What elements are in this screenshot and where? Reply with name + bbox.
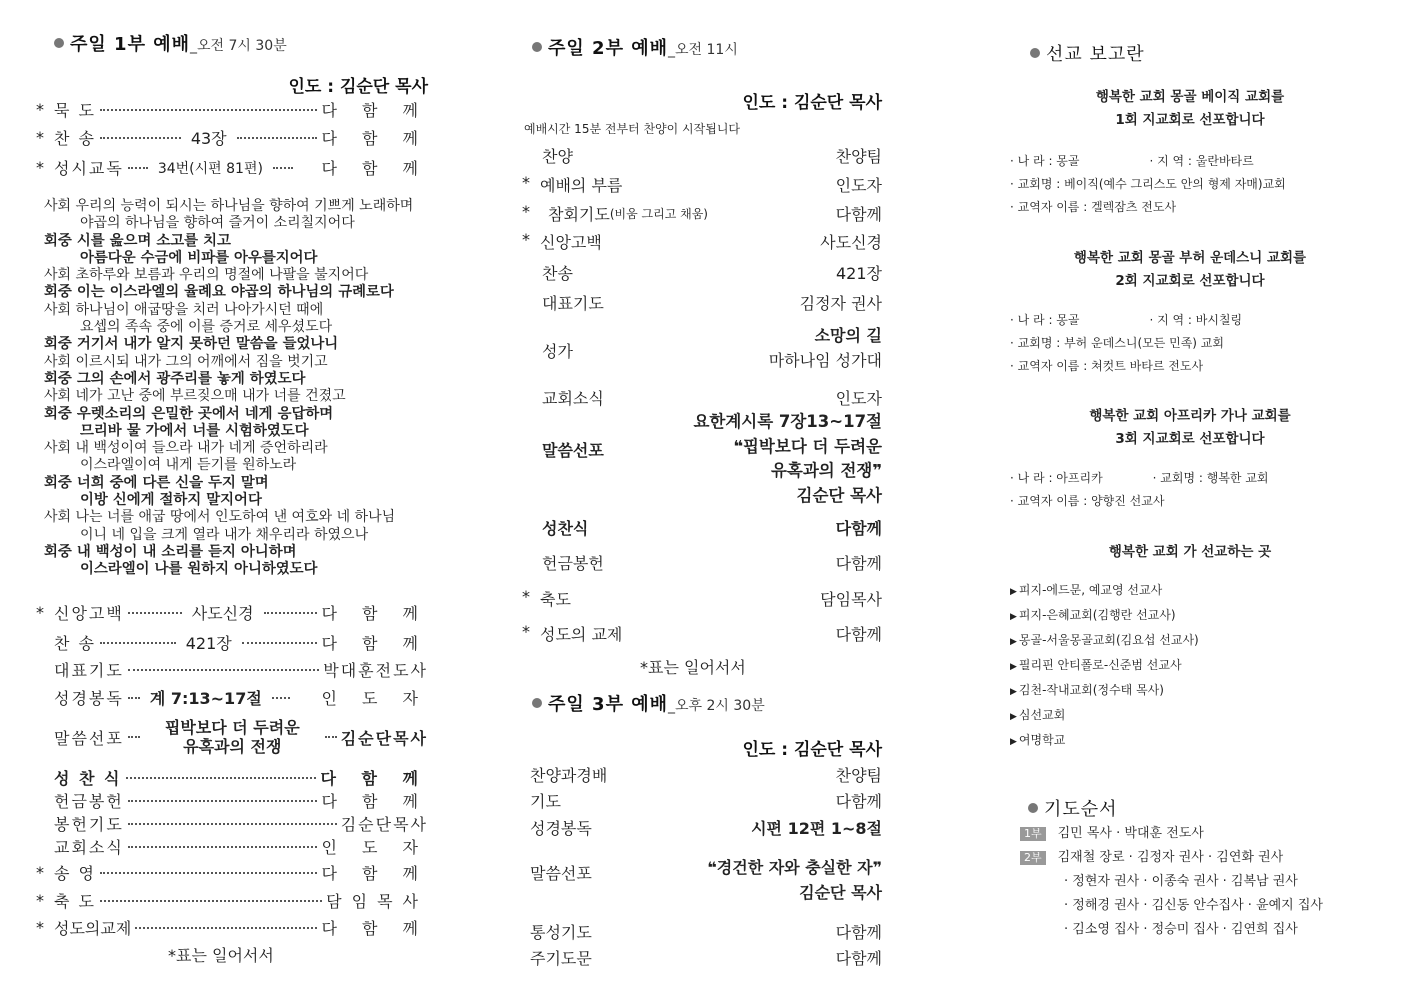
service2-heading: 주일 2부 예배_오전 11시: [532, 34, 738, 60]
triangle-bullet-icon: ▶: [1010, 587, 1017, 597]
choir-row: 성가: [542, 342, 573, 361]
prayer-line: 2부 김재철 장로 · 김정자 권사 · 김연화 권사: [1020, 846, 1323, 870]
reading-line: 이스라엘이여 내게 듣기를 원하노라: [80, 457, 297, 474]
order-row: 찬송 421장: [542, 264, 882, 283]
prayer-list: [1020, 822, 1323, 942]
order-row: 성 찬 식 다 함 께: [54, 769, 428, 788]
reading-line: 회중 그의 손에서 광주리를 놓게 하였도다: [44, 370, 306, 387]
order-row: * 축 도 담임목사: [36, 891, 428, 911]
order-row: 찬 송 421장 다 함 께: [54, 634, 429, 653]
order-row: * 송 영 다 함 께: [36, 863, 428, 883]
reading-line: 사회 우리의 능력이 되시는 하나님을 향하여 기쁘게 노래하며: [44, 198, 414, 214]
order-row: 교회소식 인도자: [542, 389, 882, 408]
reading-line: 회중 시를 읊으며 소고를 치고: [44, 232, 231, 249]
service-badge: 2부: [1020, 851, 1046, 865]
reading-line: 요셉의 족속 중에 이를 증거로 세우셨도다: [80, 319, 333, 336]
reading-line: 므리바 물 가에서 너를 시험하였도다: [80, 422, 309, 439]
mission-title: 행복한 교회 아프리카 가나 교회를 3회 지교회로 선포합니다: [1089, 408, 1291, 447]
service3-heading: 주일 3부 예배_오후 2시 30분: [532, 690, 765, 716]
reading-line: 사회 네가 고난 중에 부르짖으매 내가 너를 건졌고: [44, 388, 346, 405]
support-item: ▶ 필리핀 안티폴로-신준범 선교사: [1010, 658, 1182, 672]
order-row: 찬양과경배 찬양팀: [530, 766, 882, 785]
bullet-dot-icon: [532, 42, 542, 52]
standing-note: *표는 일어서서: [640, 658, 746, 677]
order-row: * 신앙고백 사도신경 다 함 께: [36, 603, 429, 623]
support-item: ▶ 몽골-서울몽골교회(김요섭 선교사): [1010, 633, 1199, 647]
order-row: * 성도의 교제 다함께: [522, 622, 882, 644]
mission-info: · 나 라 : 몽골 · 지 역 : 울란바타르 · 교회명 : 베이직(예수 그리스도 안의 형제 자매)교회 · 교역자 이름 : 겔렉잠츠 전도사: [1010, 154, 1286, 214]
triangle-bullet-icon: ▶: [1010, 637, 1017, 647]
mission-column: [1010, 0, 1370, 992]
order-row: 주기도문 다함께: [530, 949, 882, 968]
prayer-line: · 정해경 권사 · 김신동 안수집사 · 윤예지 집사: [1064, 898, 1323, 913]
prayer-line: · 김소영 집사 · 정승미 집사 · 김연희 집사: [1064, 922, 1298, 937]
reading-line: 아름다운 수금에 비파를 아우를지어다: [80, 249, 318, 266]
mission-heading: 선교 보고란: [1030, 40, 1145, 66]
standing-note: *표는 일어서서: [168, 946, 274, 965]
mission-title: 행복한 교회 몽골 부허 운데스니 교회를 2회 지교회로 선포합니다: [1073, 250, 1307, 289]
reading-line: 사회 나는 너를 애굽 땅에서 인도하여 낸 여호와 네 하나님: [44, 509, 396, 526]
reading-line: 이스라엘이 나를 원하지 아니하였도다: [80, 561, 318, 578]
service1-leader: 인도 : 김순단 목사: [288, 77, 428, 97]
order-row: * 축도 담임목사: [522, 587, 882, 609]
mission-info: · 나 라 : 아프리카 · 교회명 : 행복한 교회 · 교역자 이름 : 양향진 선교사: [1010, 471, 1269, 508]
order-row: * 찬 송 43장 다 함 께: [36, 128, 428, 148]
support-item: ▶ 피지-은혜교회(김행란 선교사): [1010, 608, 1176, 622]
service-badge: 1부: [1020, 827, 1046, 841]
reading-line: 회중 거기서 내가 알지 못하던 말씀을 들었나니: [44, 336, 339, 353]
service2-leader: 인도 : 김순단 목사: [742, 93, 882, 113]
triangle-bullet-icon: ▶: [1010, 712, 1017, 722]
mission-title: 행복한 교회 몽골 베이직 교회를 1회 지교회로 선포합니다: [1095, 89, 1285, 128]
order-row: 성경봉독 계 7:13~17절 인 도 자: [54, 689, 428, 708]
responsive-reading: [44, 198, 428, 579]
order-row: 성찬식 다함께: [542, 519, 882, 538]
order-row: 헌금봉헌 다 함 께: [54, 792, 428, 811]
reading-line: 이니 네 입을 크게 열라 내가 채우리라 하였으나: [80, 526, 369, 543]
order-row: * 성시교독 34번(시편 81편) 다 함 께: [36, 158, 428, 178]
support-item: ▶ 여명학교: [1010, 733, 1066, 747]
triangle-bullet-icon: ▶: [1010, 612, 1017, 622]
order-row: 통성기도 다함께: [530, 923, 882, 942]
order-row: * 예배의 부름 인도자: [522, 173, 882, 195]
service2-column: [522, 0, 882, 992]
service3-leader: 인도 : 김순단 목사: [742, 740, 882, 760]
praise-notice: 예배시간 15분 전부터 찬양이 시작됩니다: [524, 122, 741, 136]
choir-detail: 소망의 길 마하나임 성가대: [768, 326, 882, 370]
reading-line: 사회 초하루와 보름과 우리의 명절에 나팔을 불지어다: [44, 267, 369, 284]
reading-line: 사회 하나님이 애굽땅을 치러 나아가시던 때에: [44, 301, 324, 318]
bullet-dot-icon: [532, 698, 542, 708]
order-row: 교회소식 인 도 자: [54, 838, 428, 857]
reading-line: 회중 내 백성이 내 소리를 듣지 아니하며: [44, 543, 297, 560]
order-row: * 신앙고백 사도신경: [522, 230, 882, 252]
bullet-dot-icon: [1030, 48, 1040, 58]
reading-line: 회중 이는 이스라엘의 율례요 야곱의 하나님의 규례로다: [44, 284, 394, 301]
order-row: 대표기도 김정자 권사: [542, 294, 882, 313]
reading-line: 회중 너희 중에 다른 신을 두지 말며: [44, 474, 269, 491]
order-row: 찬양 찬양팀: [542, 147, 882, 166]
triangle-bullet-icon: ▶: [1010, 737, 1017, 747]
prayer-heading: 기도순서: [1028, 795, 1118, 821]
service1-heading: 주일 1부 예배_오전 7시 30분: [54, 30, 287, 56]
order-row: 봉헌기도 김순단목사: [54, 815, 428, 834]
sermon-detail: 요한계시록 7장13~17절 ❝핍박보다 더 두려운 유혹과의 전쟁❞ 김순단 목사: [693, 412, 882, 505]
sermon-detail: ❝경건한 자와 충실한 자❞ 김순단 목사: [707, 858, 882, 902]
order-row: 헌금봉헌 다함께: [542, 554, 882, 573]
sermon-row: 말씀선포: [542, 441, 604, 460]
sermon-row: 말씀선포 핍박보다 더 두려운 유혹과의 전쟁 김순단목사: [54, 718, 428, 756]
support-title: 행복한 교회 가 선교하는 곳: [1108, 544, 1272, 560]
order-row: 대표기도 박대훈전도사: [54, 661, 428, 680]
order-row: 성경봉독 시편 12편 1~8절: [530, 819, 882, 838]
support-list: [1010, 579, 1199, 754]
support-item: ▶ 심선교회: [1010, 708, 1066, 722]
order-row: * 참회기도 (비움 그리고 채움) 다함께: [522, 202, 882, 224]
reading-line: 이방 신에게 절하지 말지어다: [80, 492, 262, 509]
reading-line: 사회 내 백성이여 들으라 내가 네게 증언하리라: [44, 440, 328, 457]
prayer-line: 1부 김민 목사 · 박대훈 전도사: [1020, 822, 1323, 846]
mission-info: · 나 라 : 몽골 · 지 역 : 바시칠링 · 교회명 : 부허 운데스니(모든 민족) 교회 · 교역자 이름 : 쳐컷트 바타르 전도사: [1010, 313, 1243, 373]
reading-line: 야곱의 하나님을 향하여 즐거이 소리칠지어다: [80, 215, 355, 232]
order-row: * 성도의교제 다 함 께: [36, 918, 428, 938]
bullet-dot-icon: [1028, 803, 1038, 813]
order-row: 기도 다함께: [530, 792, 882, 811]
reading-line: 사회 이르시되 내가 그의 어깨에서 짐을 벗기고: [44, 353, 328, 370]
order-row: * 묵 도 다 함 께: [36, 100, 428, 120]
bullet-dot-icon: [54, 38, 64, 48]
reading-line: 회중 우렛소리의 은밀한 곳에서 네게 응답하며: [44, 405, 334, 422]
prayer-line: · 정현자 권사 · 이종숙 권사 · 김복남 권사: [1064, 874, 1298, 889]
support-item: ▶ 김천-작내교회(정수태 목사): [1010, 683, 1164, 697]
service1-column: [36, 0, 428, 992]
triangle-bullet-icon: ▶: [1010, 662, 1017, 672]
sermon-row: 말씀선포: [530, 864, 592, 883]
support-item: ▶ 피지-에드문, 예교영 선교사: [1010, 583, 1163, 597]
triangle-bullet-icon: ▶: [1010, 687, 1017, 697]
